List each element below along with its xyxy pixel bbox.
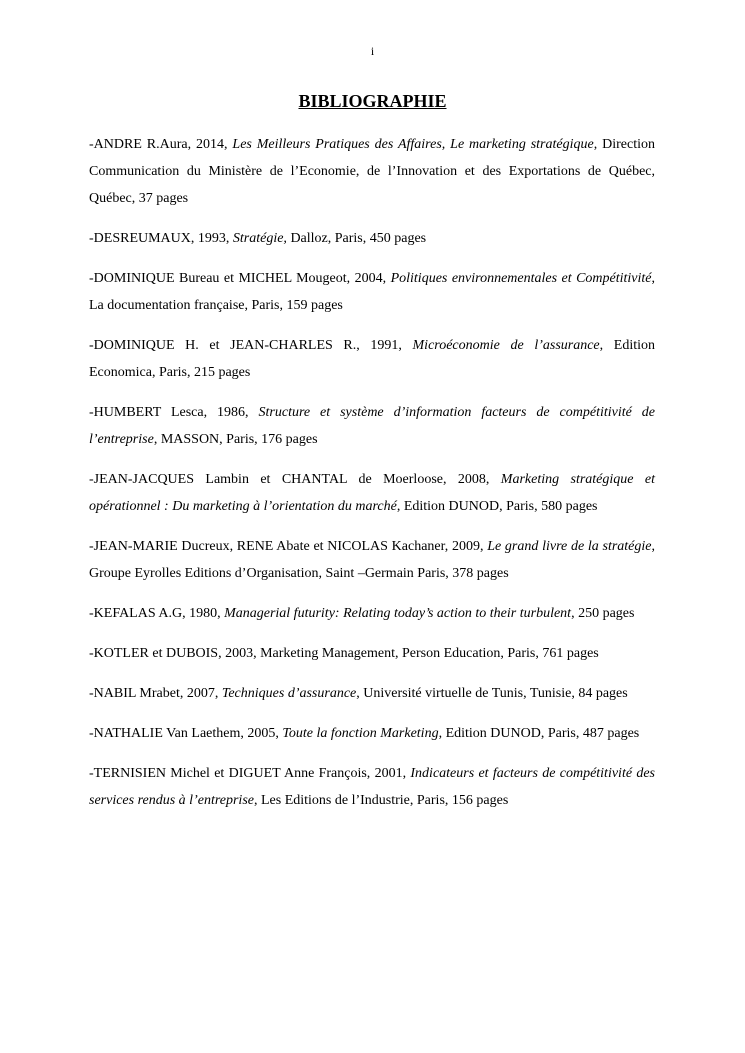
page-title: BIBLIOGRAPHIE	[298, 91, 447, 111]
entry-author: -DESREUMAUX, 1993,	[89, 231, 233, 246]
entry-author: -ANDRE R.Aura, 2014,	[89, 137, 233, 152]
entry-details: , Edition Economica, Paris, 215 pages	[89, 338, 655, 380]
page-number: i	[370, 44, 375, 58]
bibliography-entry	[89, 225, 655, 252]
entry-author: -KEFALAS A.G, 1980,	[89, 606, 225, 621]
bibliography-entry	[89, 332, 655, 386]
bibliography-list	[89, 131, 655, 827]
entry-details: , Edition DUNOD, Paris, 580 pages	[396, 499, 598, 514]
entry-title: Microéconomie de l’assurance	[412, 338, 600, 353]
entry-author: -DOMINIQUE H. et JEAN-CHARLES R., 1991,	[89, 338, 413, 353]
entry-author: -NABIL Mrabet, 2007,	[89, 686, 222, 701]
entry-title: Indicateurs et facteurs de compétitivité des services rendus à l’entreprise	[89, 766, 655, 808]
bibliography-entry	[89, 533, 655, 587]
bibliography-entry	[89, 600, 655, 627]
entry-details: , Les Editions de l’Industrie, Paris, 156 pages	[253, 793, 509, 808]
entry-title: Marketing stratégique et opérationnel : Du marketing à l’orientation du marché	[89, 472, 655, 514]
entry-title: Les Meilleurs Pratiques des Affaires, Le marketing stratégique	[232, 137, 594, 152]
entry-title: Politiques environnementales et Compétitivité	[390, 271, 652, 286]
bibliography-entry	[89, 640, 655, 667]
entry-title: Toute la fonction Marketing	[282, 726, 439, 741]
bibliography-entry	[89, 680, 655, 707]
entry-title: Le grand livre de la stratégie	[487, 539, 652, 554]
bibliography-entry	[89, 720, 655, 747]
entry-details: , MASSON, Paris, 176 pages	[153, 432, 318, 447]
entry-title: Structure et système d’information facteurs de compétitivité de l’entreprise	[89, 405, 655, 447]
entry-details: , Université virtuelle de Tunis, Tunisie, 84 pages	[356, 686, 628, 701]
entry-author: -JEAN-JACQUES Lambin et CHANTAL de Moerloose, 2008,	[89, 472, 501, 487]
entry-details: , Direction Communication du Ministère de l’Economie, de l’Innovation et des Exportations de Québec, Québec, 37 pages	[89, 137, 655, 206]
entry-author: -TERNISIEN Michel et DIGUET Anne François, 2001,	[89, 766, 411, 781]
entry-author: -NATHALIE Van Laethem, 2005,	[89, 726, 283, 741]
entry-details: , Edition DUNOD, Paris, 487 pages	[438, 726, 640, 741]
entry-title: Stratégie,	[232, 231, 287, 246]
entry-details: , La documentation française, Paris, 159 pages	[89, 271, 656, 313]
bibliography-entry	[89, 131, 655, 212]
bibliography-entry	[89, 265, 655, 319]
entry-author: -KOTLER et DUBOIS, 2003, Marketing Management, Person Education, Paris, 761 pages	[89, 646, 599, 661]
entry-title: Techniques d’assurance	[221, 686, 357, 701]
entry-details: , Groupe Eyrolles Editions d’Organisation, Saint –Germain Paris, 378 pages	[89, 539, 656, 581]
entry-details: Dalloz, Paris, 450 pages	[286, 231, 427, 246]
entry-details: , 250 pages	[571, 606, 635, 621]
entry-author: -DOMINIQUE Bureau et MICHEL Mougeot, 2004,	[89, 271, 391, 286]
entry-author: -JEAN-MARIE Ducreux, RENE Abate et NICOLAS Kachaner, 2009,	[89, 539, 488, 554]
entry-title: Managerial futurity: Relating today’s action to their turbulent	[224, 606, 572, 621]
bibliography-entry	[89, 760, 655, 814]
entry-author: -HUMBERT Lesca, 1986,	[89, 405, 259, 420]
bibliography-entry	[89, 399, 655, 453]
bibliography-entry	[89, 466, 655, 520]
